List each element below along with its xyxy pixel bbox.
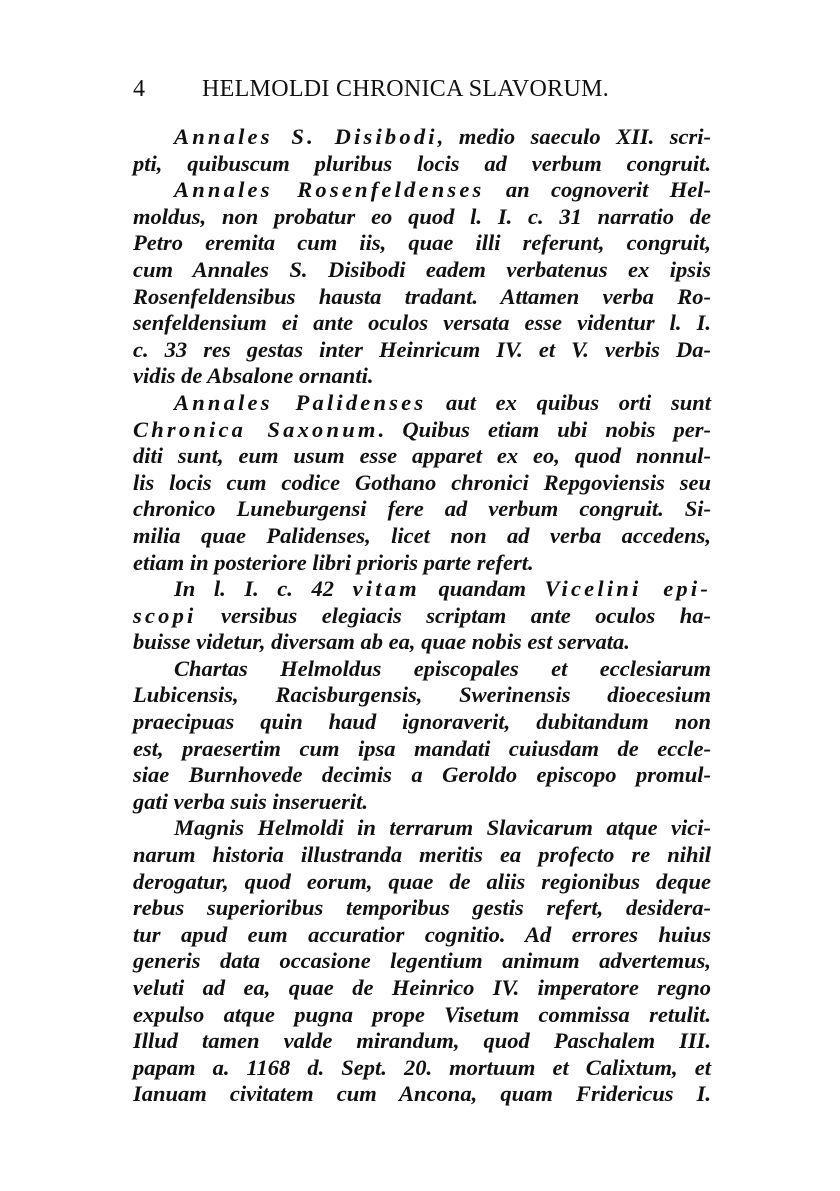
running-title: HELMOLDI CHRONICA SLAVORUM. [202,76,610,102]
line-text: narum historia illustranda meritis ea profecto re nihil [133,842,711,868]
text-line [133,443,711,470]
text-line [133,815,711,842]
line-text: Magnis Helmoldi in terrarum Slavicarum atque vici- [174,815,711,841]
text-line [133,603,711,630]
line-text: aut ex quibus orti sunt [426,389,712,415]
line-text: Ianuam civitatem cum Ancona, quam Fridericus I. [133,1081,711,1107]
text-line [133,470,711,497]
spaced-title: Annales Palidenses [174,389,427,415]
line-text: etiam in posteriore libri prioris parte refert. [133,549,534,575]
text-line [133,151,711,178]
line-text: an cognoverit Hel- [484,177,712,203]
line-text: papam a. 1168 d. Sept. 20. mortuum et Calixtum, et [133,1054,711,1080]
line-text: diti sunt, eum usum esse apparet ex eo, quod nonnul- [133,443,711,469]
line-text: praecipuas quin haud ignoraverit, dubitandum non [133,709,711,735]
line-text: Illud tamen valde mirandum, quod Paschalem III. [133,1028,711,1054]
spaced-title: Chronica Saxonum [133,416,379,442]
text-line [133,869,711,896]
body-text [133,124,711,1108]
text-line [133,762,711,789]
text-line [133,895,711,922]
text-line [133,177,711,204]
text-line [133,975,711,1002]
text-line [133,789,711,816]
line-text: . Quibus etiam ubi nobis per- [378,416,711,442]
text-line [133,230,711,257]
text-line [133,390,711,417]
text-line [133,1055,711,1082]
text-line [133,204,711,231]
line-text: chronico Luneburgensi fere ad verbum congruit. Si- [133,496,711,522]
line-text: derogatur, quod eorum, quae de aliis regionibus deque [133,868,711,894]
text-line [133,922,711,949]
spaced-title: Annales Rosenfeldenses [174,177,485,203]
line-text: moldus, non probatur eo quod l. I. c. 31 narratio de [133,203,711,229]
text-line [133,1081,711,1108]
line-text: siae Burnhovede decimis a Geroldo episcopo promul- [133,762,711,788]
text-line [133,629,711,656]
text-line [133,310,711,337]
text-line [133,576,711,603]
text-line [133,124,711,151]
line-text: Petro eremita cum iis, quae illi referunt, congruit, [133,230,711,256]
line-text: , medio saeculo XII. scri- [437,124,711,149]
text-line [133,363,711,390]
line-text: tur apud eum accuratior cognitio. Ad errores huius [133,921,711,947]
line-text: In l. I. c. 42 [174,576,353,602]
text-line [133,284,711,311]
line-text: lis locis cum codice Gothano chronici Repgoviensis seu [133,469,711,495]
line-text: rebus superioribus temporibus gestis refert, desidera- [133,895,711,921]
spaced-title: Vicelini epi- [544,576,712,602]
line-text: est, praesertim cum ipsa mandati cuiusdam de eccle- [133,735,711,761]
text-line [133,1028,711,1055]
text-line [133,709,711,736]
page-header [133,74,733,108]
line-text: gati verba suis inseruerit. [133,788,369,814]
text-line [133,337,711,364]
line-text: Rosenfeldensibus hausta tradant. Attamen verba Ro- [133,283,711,309]
spaced-title: Annales S. Disibodi [174,124,438,149]
spaced-title: vitam [352,576,420,602]
text-line [133,496,711,523]
text-line [133,736,711,763]
line-text: cum Annales S. Disibodi eadem verbatenus ex ipsis [133,256,711,282]
line-text: Chartas Helmoldus episcopales et ecclesiarum [174,655,711,681]
text-line [133,550,711,577]
line-text: veluti ad ea, quae de Heinrico IV. imperatore regno [133,975,711,1000]
text-line [133,417,711,444]
line-text: milia quae Palidenses, licet non ad verba accedens, [133,522,711,548]
text-line [133,1002,711,1029]
text-line [133,523,711,550]
line-text: senfeldensium ei ante oculos versata esse videntur l. I. [133,310,711,336]
page-number: 4 [133,76,145,102]
line-text: quandam [419,576,545,602]
line-text: expulso atque pugna prope Visetum commissa retulit. [133,1001,711,1027]
line-text: vidis de Absalone ornanti. [133,363,374,389]
line-text: buisse videtur, diversam ab ea, quae nobis est servata. [133,629,630,655]
line-text: generis data occasione legentium animum advertemus, [133,948,711,974]
line-text: pti, quibuscum pluribus locis ad verbum congruit. [133,150,711,176]
line-text: Lubicensis, Racisburgensis, Swerinensis dioecesium [133,682,711,708]
spaced-title: scopi [133,602,197,628]
text-line [133,948,711,975]
text-line [133,682,711,709]
line-text: versibus elegiacis scriptam ante oculos ha- [196,602,711,628]
text-line [133,257,711,284]
line-text: c. 33 res gestas inter Heinricum IV. et V. verbis Da- [133,336,711,362]
text-line [133,842,711,869]
text-line [133,656,711,683]
